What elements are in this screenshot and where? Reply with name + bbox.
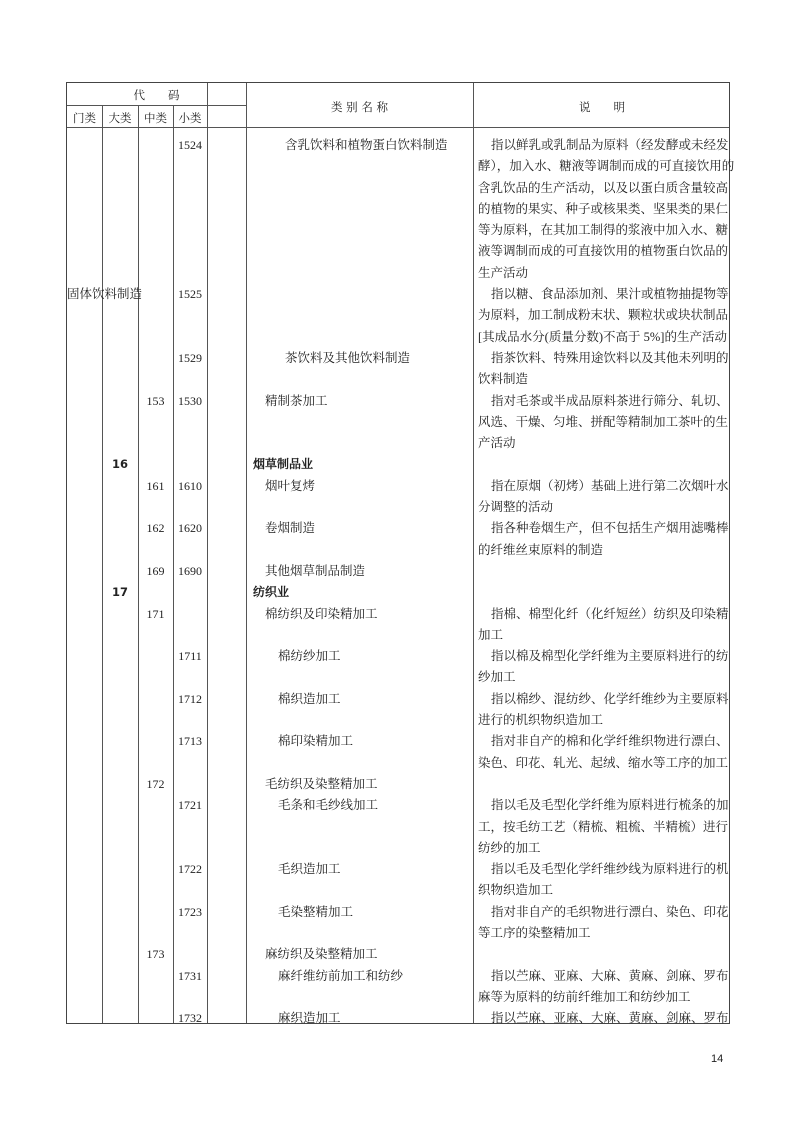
table-row — [67, 902, 729, 945]
header-desc: 说 明 — [579, 100, 625, 114]
table-row — [67, 944, 729, 965]
category-name: 麻纺织及染整精加工 — [265, 947, 378, 962]
category-name: 毛条和毛纱线加工 — [278, 798, 379, 813]
classification-table — [66, 82, 735, 1026]
header-bottom-line — [67, 127, 729, 128]
description-line: 指以毛及毛型化学纤维为原料进行梳条的加 — [491, 798, 729, 813]
description-line: 进行的机织物织造加工 — [478, 713, 604, 728]
category-description — [478, 284, 729, 348]
description-line: 指对非自产的棉和化学纤维织物进行漂白、 — [491, 734, 729, 749]
category-name: 固体饮料制造 — [67, 287, 143, 302]
table-row — [67, 689, 729, 732]
table-row — [67, 561, 729, 582]
description-line: 指对非自产的毛织物进行漂白、染色、印花 — [491, 904, 729, 919]
category-name: 毛织造加工 — [278, 862, 341, 877]
table-row — [67, 646, 729, 689]
header-name: 类 别 名 称 — [331, 100, 388, 114]
mid-code: 173 — [146, 947, 165, 962]
description-line: 指以苎麻、亚麻、大麻、黄麻、剑麻、罗布 — [491, 1011, 729, 1026]
table-row — [67, 348, 729, 391]
category-name: 棉纺纱加工 — [278, 649, 341, 664]
category-description — [478, 391, 729, 455]
table-row — [67, 604, 729, 647]
page-number: 14 — [711, 1053, 724, 1065]
table-row — [67, 135, 735, 284]
row-divider — [67, 105, 246, 106]
description-line: 纱加工 — [478, 670, 516, 685]
mid-code: 161 — [146, 478, 165, 493]
category-description — [478, 731, 729, 774]
description-line: 指棉、棉型化纤（化纤短丝）纺织及印染精 — [491, 606, 729, 621]
table-row — [67, 731, 729, 774]
header-major: 大类 — [108, 111, 132, 125]
minor-code: 1731 — [178, 968, 202, 983]
description-line: 风选、干燥、匀堆、拼配等精制加工茶叶的生 — [478, 414, 729, 429]
description-line: 含乳饮品的生产活动，以及以蛋白质含量较高 — [478, 180, 729, 195]
description-line: 指以糖、食品添加剂、果汁或植物抽提物等 — [491, 287, 729, 302]
minor-code: 1525 — [178, 287, 202, 302]
category-name: 棉织造加工 — [278, 691, 341, 706]
description-line: 饮料制造 — [478, 372, 529, 387]
mid-code: 171 — [146, 606, 165, 621]
category-name: 卷烟制造 — [265, 521, 316, 536]
table-row — [67, 795, 729, 859]
minor-code: 1530 — [178, 393, 202, 408]
description-line: 生产活动 — [478, 265, 529, 280]
minor-code: 1721 — [178, 798, 202, 813]
category-name: 棉纺织及印染精加工 — [265, 606, 378, 621]
description-line: 指茶饮料、特殊用途饮料以及其他未列明的 — [491, 350, 729, 365]
table-row — [67, 859, 729, 902]
description-line: 加工 — [478, 627, 504, 642]
description-line: 指以鲜乳或乳制品为原料（经发酵或未经发 — [491, 138, 729, 152]
category-description — [478, 689, 729, 732]
minor-code: 1711 — [178, 649, 202, 664]
category-name: 麻纤维纺前加工和纺纱 — [278, 968, 404, 983]
mid-code: 162 — [146, 521, 165, 536]
minor-code: 1732 — [178, 1011, 202, 1026]
category-description — [478, 966, 729, 1009]
description-line: [其成品水分(质量分数)不高于 5%]的生产活动 — [478, 329, 727, 344]
description-line: 指以棉纱、混纺纱、化学纤维纱为主要原料 — [491, 691, 729, 706]
description-line: 织物织造加工 — [478, 883, 554, 898]
description-line: 指对毛茶或半成品原料茶进行筛分、轧切、 — [491, 393, 729, 408]
category-name: 烟草制品业 — [253, 457, 314, 472]
table-body — [67, 135, 735, 1029]
description-line: 指以毛及毛型化学纤维纱线为原料进行的机 — [491, 862, 729, 877]
minor-code: 1712 — [178, 691, 202, 706]
description-line: 产活动 — [478, 436, 516, 451]
mid-code: 172 — [146, 776, 165, 791]
minor-code: 1610 — [178, 478, 202, 493]
table-row — [67, 476, 729, 519]
minor-code: 1723 — [178, 904, 202, 919]
category-description — [478, 902, 729, 945]
category-description — [478, 795, 729, 859]
mid-code: 153 — [146, 393, 165, 408]
minor-code: 1722 — [178, 862, 202, 877]
table-row — [67, 582, 729, 603]
description-line: 麻等为原料的纺前纤维加工和纺纱加工 — [478, 989, 691, 1004]
description-line: 的植物的果实、种子或核果类、坚果类的果仁 — [478, 201, 729, 216]
minor-code: 1524 — [178, 138, 202, 152]
category-description — [478, 1008, 729, 1029]
major-code: 17 — [111, 585, 128, 600]
minor-code: 1620 — [178, 521, 202, 536]
description-line: 指以苎麻、亚麻、大麻、黄麻、剑麻、罗布 — [491, 968, 729, 983]
category-name: 毛染整精加工 — [278, 904, 354, 919]
description-line: 的纤维丝束原料的制造 — [478, 542, 604, 557]
description-line: 指各种卷烟生产，但不包括生产烟用滤嘴棒 — [491, 521, 729, 536]
category-name: 麻织造加工 — [278, 1011, 341, 1026]
minor-code: 1713 — [178, 734, 202, 749]
table-row — [67, 284, 729, 348]
description-line: 液等调制而成的可直接饮用的植物蛋白饮品的 — [478, 244, 729, 259]
description-line: 指在原烟（初烤）基础上进行第二次烟叶水 — [491, 478, 729, 493]
category-name: 纺织业 — [253, 585, 290, 600]
description-line: 等工序的染整精加工 — [478, 926, 591, 940]
category-name: 其他烟草制品制造 — [265, 563, 366, 578]
category-description — [478, 135, 735, 284]
category-description — [478, 604, 729, 647]
table-row — [67, 518, 729, 561]
mid-code: 169 — [146, 563, 165, 578]
description-line: 分调整的活动 — [478, 500, 554, 515]
header-minor: 小类 — [178, 111, 202, 125]
category-description — [478, 476, 729, 519]
minor-code: 1529 — [178, 350, 202, 365]
header-mid: 中类 — [144, 111, 167, 125]
description-line: 等为原料，在其加工制得的浆液中加入水、糖 — [478, 223, 729, 238]
category-description — [478, 348, 729, 391]
category-description — [478, 859, 729, 902]
table-row — [67, 1008, 729, 1029]
category-description — [478, 646, 729, 689]
description-line: 纺纱的加工 — [478, 840, 541, 855]
category-name: 毛纺织及染整精加工 — [265, 776, 378, 791]
header-code: 代 码 — [133, 88, 180, 102]
table-row — [67, 966, 729, 1009]
major-code: 16 — [111, 457, 128, 472]
table-row — [67, 391, 729, 455]
description-line: 指以棉及棉型化学纤维为主要原料进行的纺 — [491, 649, 729, 664]
description-line: 染色、印花、轧光、起绒、缩水等工序的加工 — [478, 755, 729, 770]
header-door: 门类 — [73, 111, 96, 125]
category-name: 精制茶加工 — [265, 393, 328, 408]
description-line: 为原料，加工制成粉末状、颗粒状或块状制品 — [478, 308, 729, 323]
category-name: 茶饮料及其他饮料制造 — [285, 350, 411, 365]
category-name: 棉印染精加工 — [278, 734, 354, 749]
category-name: 烟叶复烤 — [265, 478, 316, 493]
table-row — [67, 454, 729, 475]
category-name: 含乳饮料和植物蛋白饮料制造 — [285, 138, 448, 152]
category-description — [478, 518, 729, 561]
table-row — [67, 774, 729, 795]
minor-code: 1690 — [178, 563, 202, 578]
description-line: 工，按毛纺工艺（精梳、粗梳、半精梳）进行 — [478, 819, 729, 834]
description-line: 酵），加入水、糖液等调制而成的可直接饮用的 — [478, 159, 735, 174]
